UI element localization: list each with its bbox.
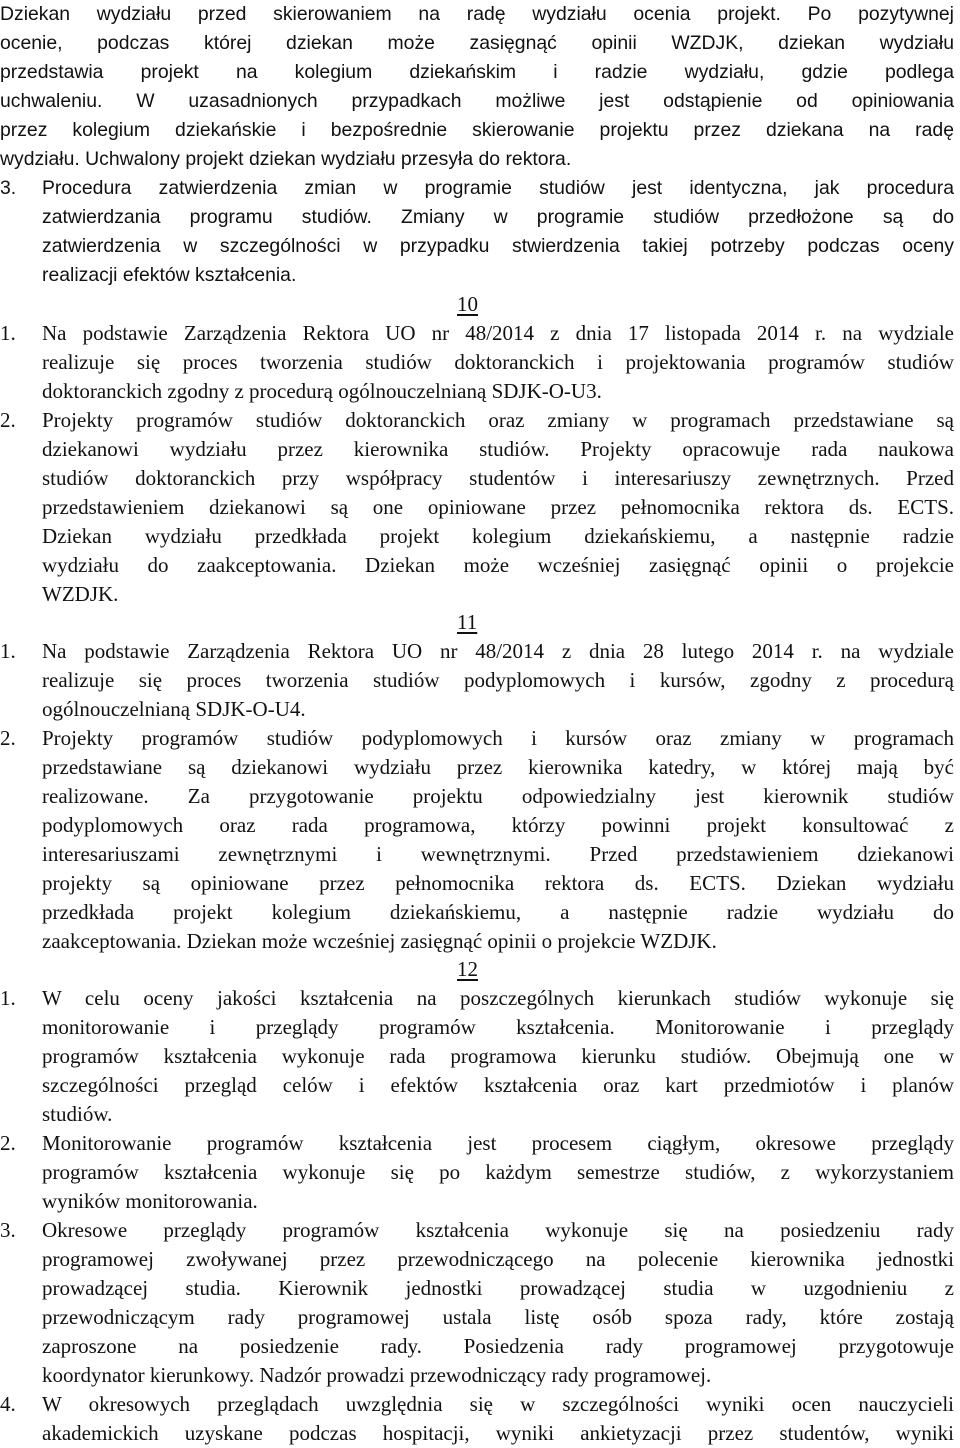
text-line: programów kształcenia wykonuje rada programowa kierunku studiów. Obejmują one w	[42, 1044, 954, 1068]
text-line: Procedura zatwierdzenia zmian w programie studiów jest identyczna, jak procedura	[42, 177, 954, 199]
text-line: wyników monitorowania.	[42, 1189, 258, 1213]
list-item	[0, 984, 954, 1013]
text-line: Dziekan wydziału przed skierowaniem na radę wydziału ocenia projekt. Po pozytywnej	[0, 3, 954, 25]
section-heading: 12	[457, 957, 478, 981]
text-line: WZDJK.	[42, 582, 119, 606]
list-number: 1.	[0, 321, 16, 345]
text-line: ogólnouczelnianą SDJK-O-U4.	[42, 697, 306, 721]
text-line: przedkłada projekt kolegium dziekańskiemu, a następnie radzie wydziału do	[42, 900, 954, 924]
section-heading: 10	[457, 292, 478, 316]
list-item	[0, 1216, 954, 1245]
text-line: Projekty programów studiów podyplomowych i kursów oraz zmiany w programach	[42, 726, 954, 750]
text-line: przedstawieniem dziekanowi są one opiniowane przez pełnomocnika rektora ds. ECTS.	[42, 495, 954, 519]
text-line: przedstawia projekt na kolegium dziekańskim i radzie wydziału, gdzie podlega	[0, 61, 954, 83]
text-line: projekty są opiniowane przez pełnomocnika rektora ds. ECTS. Dziekan wydziału	[42, 871, 954, 895]
list-number: 2.	[0, 1131, 16, 1155]
list-number: 4.	[0, 1392, 16, 1416]
text-line: Okresowe przeglądy programów kształcenia wykonuje się na posiedzeniu rady	[42, 1218, 954, 1242]
text-line: wydziału do zaakceptowania. Dziekan może wcześniej zasięgnąć opinii o projekcie	[42, 553, 954, 577]
text-line: monitorowanie i przeglądy programów kształcenia. Monitorowanie i przeglądy	[42, 1015, 954, 1039]
text-line: studiów.	[42, 1102, 113, 1126]
text-line: prowadzącej studia. Kierownik jednostki prowadzącej studia w uzgodnieniu z	[42, 1276, 954, 1300]
text-line: programów kształcenia wykonuje się po każdym semestrze studiów, z wykorzystaniem	[42, 1160, 954, 1184]
text-line: W celu oceny jakości kształcenia na poszczególnych kierunkach studiów wykonuje się	[42, 986, 954, 1010]
list-item	[0, 1129, 954, 1158]
text-line: doktoranckich zgodny z procedurą ogólnouczelnianą SDJK-O-U3.	[42, 379, 602, 403]
text-line: zatwierdzania programu studiów. Zmiany w programie studiów przedłożone są do	[42, 206, 954, 228]
text-line: wydziału. Uchwalony projekt dziekan wydziału przesyła do rektora.	[0, 148, 572, 170]
text-line: szczególności przegląd celów i efektów kształcenia oraz kart przedmiotów i planów	[42, 1073, 954, 1097]
list-item	[0, 724, 954, 753]
text-line: zatwierdzenia w szczególności w przypadku stwierdzenia takiej potrzeby podczas oceny	[42, 235, 954, 257]
text-line: Na podstawie Zarządzenia Rektora UO nr 48/2014 z dnia 28 lutego 2014 r. na wydziale	[42, 639, 954, 663]
text-line: interesariuszami zewnętrznymi i wewnętrznymi. Przed przedstawieniem dziekanowi	[42, 842, 954, 866]
text-line: zaakceptowania. Dziekan może wcześniej zasięgnąć opinii o projekcie WZDJK.	[42, 929, 717, 953]
text-line: realizuje się proces tworzenia studiów doktoranckich i projektowania programów studiów	[42, 350, 954, 374]
list-number: 1.	[0, 639, 16, 663]
text-line: programowej zwoływanej przez przewodniczącego na polecenie kierownika jednostki	[42, 1247, 954, 1271]
text-line: W okresowych przeglądach uwzględnia się w szczególności wyniki ocen nauczycieli	[42, 1392, 954, 1416]
text-line: koordynator kierunkowy. Nadzór prowadzi przewodniczący rady programowej.	[42, 1363, 712, 1387]
text-line: przez kolegium dziekańskie i bezpośrednie skierowanie projektu przez dziekana na radę	[0, 119, 954, 141]
list-item	[0, 319, 954, 348]
list-item	[0, 174, 954, 203]
text-line: przewodniczącym rady programowej ustala listę osób spoza rady, które zostają	[42, 1305, 954, 1329]
text-line: Projekty programów studiów doktoranckich oraz zmiany w programach przedstawiane są	[42, 408, 954, 432]
text-line: akademickich uzyskane podczas hospitacji, wyniki ankietyzacji przez studentów, wyniki	[42, 1421, 954, 1445]
text-line: realizacji efektów kształcenia.	[42, 264, 297, 286]
list-number: 1.	[0, 986, 16, 1010]
text-line: Na podstawie Zarządzenia Rektora UO nr 48/2014 z dnia 17 listopada 2014 r. na wydziale	[42, 321, 954, 345]
text-line: uchwaleniu. W uzasadnionych przypadkach możliwe jest odstąpienie od opiniowania	[0, 90, 954, 112]
list-item	[0, 637, 954, 666]
list-number: 3.	[0, 1218, 16, 1242]
section-heading: 11	[457, 610, 478, 634]
text-line: przedstawiane są dziekanowi wydziału przez kierownika katedry, w której mają być	[42, 755, 954, 779]
text-line: ocenie, podczas której dziekan może zasięgnąć opinii WZDJK, dziekan wydziału	[0, 32, 954, 54]
text-line: zaproszone na posiedzenie rady. Posiedzenia rady programowej przygotowuje	[42, 1334, 954, 1358]
text-line: realizuje się proces tworzenia studiów podyplomowych i kursów, zgodny z procedurą	[42, 668, 954, 692]
list-item	[0, 1390, 954, 1419]
list-number: 3.	[0, 177, 17, 199]
text-line: realizowane. Za przygotowanie projektu odpowiedzialny jest kierownik studiów	[42, 784, 954, 808]
text-line: podyplomowych oraz rada programowa, którzy powinni projekt konsultować z	[42, 813, 954, 837]
list-number: 2.	[0, 408, 16, 432]
text-line: Dziekan wydziału przedkłada projekt kolegium dziekańskiemu, a następnie radzie	[42, 524, 954, 548]
text-line: studiów doktoranckich przy współpracy studentów i interesariuszy zewnętrznych. Przed	[42, 466, 954, 490]
list-item	[0, 406, 954, 435]
text-line: dziekanowi wydziału przez kierownika studiów. Projekty opracowuje rada naukowa	[42, 437, 954, 461]
list-number: 2.	[0, 726, 16, 750]
text-line: Monitorowanie programów kształcenia jest procesem ciągłym, okresowe przeglądy	[42, 1131, 954, 1155]
